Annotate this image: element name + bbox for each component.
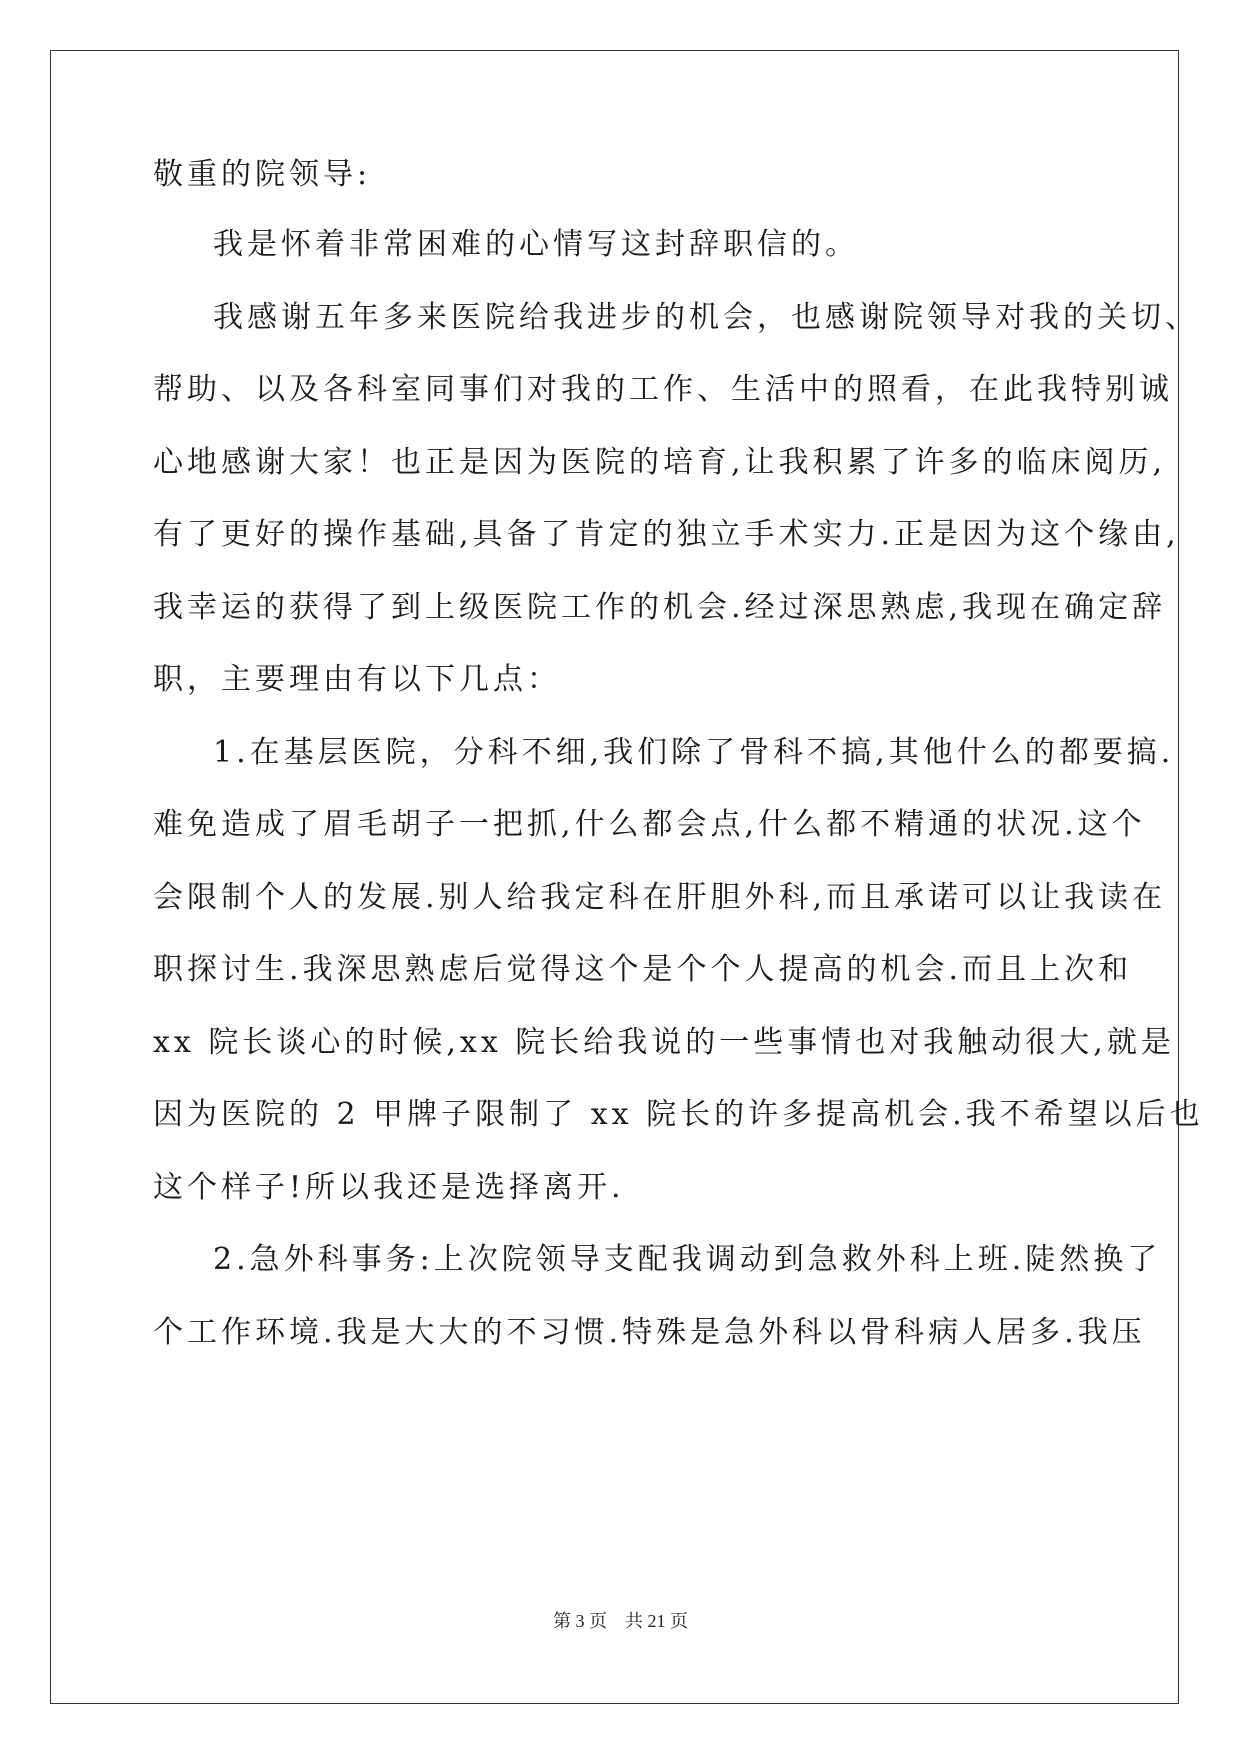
paragraph-line: 心地感谢大家！也正是因为医院的培育,让我积累了许多的临床阅历, — [153, 445, 1167, 480]
page-footer — [0, 1609, 1241, 1633]
paragraph-line: 帮助、以及各科室同事们对我的工作、生活中的照看，在此我特别诚 — [153, 372, 1173, 407]
paragraph-line: 会限制个人的发展.别人给我定科在肝胆外科,而且承诺可以让我读在 — [153, 880, 1167, 915]
page-total: 共 21 页 — [625, 1611, 688, 1631]
paragraph-line: xx 院长谈心的时候,xx 院长给我说的一些事情也对我触动很大,就是 — [153, 1025, 1175, 1060]
paragraph-line: 我幸运的获得了到上级医院工作的机会.经过深思熟虑,我现在确定辞 — [153, 590, 1167, 625]
paragraph-line: 因为医院的 2 甲牌子限制了 xx 院长的许多提高机会.我不希望以后也 — [153, 1097, 1204, 1132]
paragraph-line: 1.在基层医院，分科不细,我们除了骨科不搞,其他什么的都要搞. — [213, 735, 1175, 770]
paragraph-line: 2.急外科事务:上次院领导支配我调动到急救外科上班.陡然换了 — [213, 1242, 1162, 1277]
paragraph-line: 个工作环境.我是大大的不习惯.特殊是急外科以骨科病人居多.我压 — [153, 1315, 1146, 1350]
paragraph-line: 这个样子!所以我还是选择离开. — [153, 1170, 625, 1205]
paragraph-line: 难免造成了眉毛胡子一把抓,什么都会点,什么都不精通的状况.这个 — [153, 807, 1146, 842]
salutation: 敬重的院领导: — [153, 157, 372, 192]
paragraph-line: 有了更好的操作基础,具备了肯定的独立手术实力.正是因为这个缘由, — [153, 517, 1180, 552]
paragraph-line: 职探讨生.我深思熟虑后觉得这个是个个人提高的机会.而且上次和 — [153, 952, 1133, 987]
paragraph-line: 我是怀着非常困难的心情写这封辞职信的。 — [213, 227, 859, 262]
page-number: 第 3 页 — [553, 1611, 607, 1631]
paragraph-line: 我感谢五年多来医院给我进步的机会，也感谢院领导对我的关切、 — [213, 300, 1199, 335]
paragraph-line: 职，主要理由有以下几点： — [153, 662, 561, 697]
